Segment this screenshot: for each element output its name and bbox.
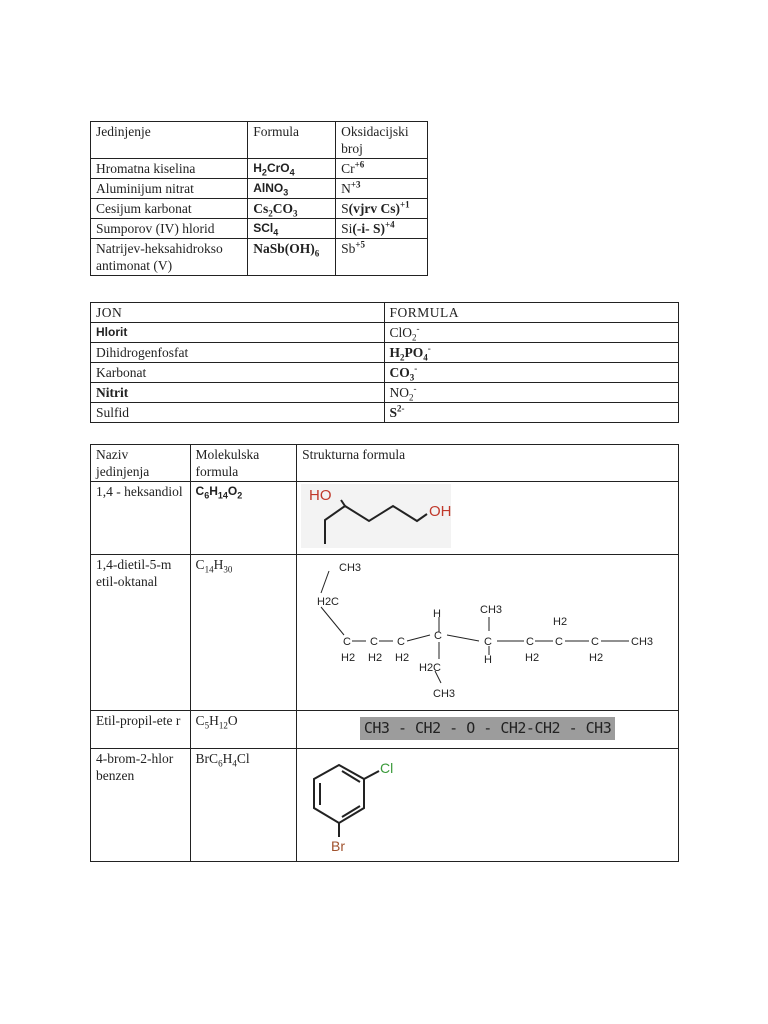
compound-name: 1,4-dietil-5-m etil-oktanal [91, 555, 191, 711]
ch3-label: CH3 [480, 604, 503, 616]
oxidation-cell: $N^{+3}$ [336, 179, 428, 199]
ch3-label: CH3 [339, 562, 362, 574]
ion-name: Karbonat [91, 363, 385, 383]
table-header-row [91, 445, 679, 482]
formula-cell: $Cs_2CO_3$ [248, 199, 336, 219]
carbon-label: C [555, 636, 564, 648]
table-row [91, 179, 428, 199]
formula-cell: $NaSb(OH)_6$ [248, 239, 336, 276]
oxidation-cell: S(vjrv Cs)$^{+1}$ [336, 199, 428, 219]
oxidation-cell: $Cr^{+6}$ [336, 159, 428, 179]
carbon-label: C [434, 630, 443, 642]
header-cell: Strukturna formula [297, 445, 679, 482]
bromine-label: Br [331, 838, 346, 854]
h2-label: H2 [589, 652, 604, 664]
structure-cell [297, 749, 679, 862]
ion-formula: $NO_2^-$ [384, 383, 678, 403]
ion-name: Hlorit [91, 323, 385, 343]
octanal-structure [299, 555, 671, 705]
ion-name: Dihidrogenfosfat [91, 343, 385, 363]
table-row [91, 219, 428, 239]
table-row [91, 403, 679, 423]
ion-name: Nitrit [91, 383, 385, 403]
ion-formula: $H_2PO_4^-$ [384, 343, 678, 363]
compound-name: 4-brom-2-hlor benzen [91, 749, 191, 862]
compound-name: Natrijev-heksahidrokso antimonat (V) [91, 239, 248, 276]
benzene-structure [301, 751, 421, 855]
formula-cell: $BrC_6H_4Cl$ [190, 749, 297, 862]
structures-table [90, 444, 679, 862]
header-cell: Oksidacijski broj [336, 122, 428, 159]
ion-name: Sulfid [91, 403, 385, 423]
compound-name: Cesijum karbonat [91, 199, 248, 219]
ion-formula: $CO_3^-$ [384, 363, 678, 383]
formula-cell: $C_6H_{14}O_2$ [190, 482, 297, 555]
compound-name: Etil-propil-ete r [91, 711, 191, 749]
oxidation-cell: Si(-i- S)$^{+4}$ [336, 219, 428, 239]
table-row [91, 199, 428, 219]
h2-label: H2 [395, 652, 410, 664]
table-row [91, 363, 679, 383]
table-row [91, 482, 679, 555]
table-row [91, 239, 428, 276]
header-cell: Naziv jedinjenja [91, 445, 191, 482]
table-header-row [91, 303, 679, 323]
header-cell: FORMULA [384, 303, 678, 323]
structure-cell [297, 555, 679, 711]
handwritten-ether-formula: CH3 - CH2 - O - CH2-CH2 - CH3 [360, 717, 615, 740]
carbon-label: C [484, 636, 493, 648]
formula-cell: SCl$_4$ [248, 219, 336, 239]
structure-cell [297, 711, 679, 749]
carbon-label: C [397, 636, 406, 648]
compound-name: Aluminijum nitrat [91, 179, 248, 199]
formula-cell: $C_{14}H_{30}$ [190, 555, 297, 711]
formula-cell: AlNO$_3$ [248, 179, 336, 199]
oxidation-cell: $Sb^{+5}$ [336, 239, 428, 276]
formula-cell: $C_5H_{12}O$ [190, 711, 297, 749]
ion-formula: $S^{2-}$ [384, 403, 678, 423]
ch3-label: CH3 [433, 688, 456, 700]
table-row [91, 711, 679, 749]
hydrogen-label: H [433, 608, 442, 620]
table-header-row [91, 122, 428, 159]
h2-label: H2 [368, 652, 383, 664]
hydrogen-label: H [484, 654, 493, 666]
carbon-label: C [591, 636, 600, 648]
ch3-label: CH3 [631, 636, 654, 648]
compound-name: Sumporov (IV) hlorid [91, 219, 248, 239]
header-cell: Formula [248, 122, 336, 159]
table-row [91, 383, 679, 403]
table-row [91, 343, 679, 363]
carbon-label: C [526, 636, 535, 648]
h2c-label: H2C [317, 596, 340, 608]
compound-name: 1,4 - heksandiol [91, 482, 191, 555]
ions-table [90, 302, 679, 423]
chlorine-label: Cl [380, 760, 394, 776]
header-cell: JON [91, 303, 385, 323]
structure-cell [297, 482, 679, 555]
h2-label: H2 [525, 652, 540, 664]
h2-label: H2 [341, 652, 356, 664]
compound-name: Hromatna kiselina [91, 159, 248, 179]
table-row [91, 749, 679, 862]
header-cell: Jedinjenje [91, 122, 248, 159]
hydroxyl-label: HO [309, 487, 332, 504]
hydroxyl-label: OH [429, 503, 452, 520]
carbon-label: C [343, 636, 352, 648]
ion-formula: ClO$_2$- [384, 323, 678, 343]
h2-label: H2 [553, 616, 568, 628]
formula-cell: $H_2CrO_4$ [248, 159, 336, 179]
table-row [91, 323, 679, 343]
table-row [91, 555, 679, 711]
header-cell: Molekulska formula [190, 445, 297, 482]
hexanediol-structure [301, 484, 451, 548]
compounds-table [90, 121, 428, 276]
table-row [91, 159, 428, 179]
carbon-label: C [370, 636, 379, 648]
h2c-label: H2C [419, 662, 442, 674]
